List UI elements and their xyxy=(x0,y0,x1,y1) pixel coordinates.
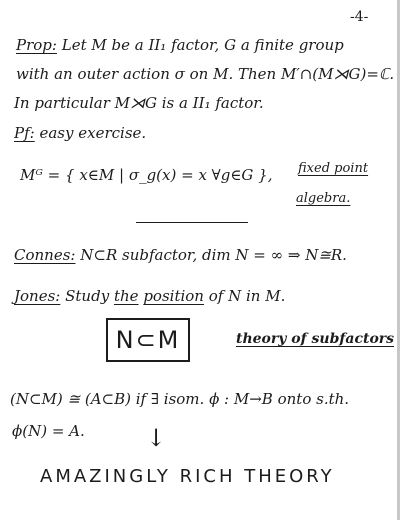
subfactor-theory-caption: theory of subfactors xyxy=(236,331,395,347)
connes-line xyxy=(14,248,347,263)
prop-text-3: In particular M⋊G is a II₁ factor. xyxy=(14,94,264,112)
connes-label: Connes: xyxy=(14,246,76,264)
jones-text-before: Study xyxy=(65,287,110,305)
proof-line xyxy=(14,126,146,141)
prop-text-2: with an outer action σ on M. Then M′∩(M⋊G)=ℂ. xyxy=(16,65,395,83)
jones-text-after: of N in M. xyxy=(208,287,286,305)
section-divider xyxy=(136,222,248,223)
jones-position: position xyxy=(143,287,204,305)
prop-line-1 xyxy=(16,38,344,53)
boxed-inclusion: N⊂M xyxy=(106,318,190,362)
jones-the: the xyxy=(113,287,139,305)
fixed-point-formula: Mᴳ = { x∈M | σ_g(x) = x ∀g∈G }, xyxy=(20,166,273,184)
equivalence-line-2: ϕ(N) = A. xyxy=(12,422,85,440)
fixed-point-name-2: algebra. xyxy=(296,191,351,206)
proof-text: easy exercise. xyxy=(39,124,147,142)
prop-text-1: Let M be a II₁ factor, G a finite group xyxy=(61,36,344,54)
prop-label: Prop: xyxy=(16,36,57,54)
jones-line xyxy=(14,289,285,304)
proof-label: Pf: xyxy=(14,124,35,142)
equivalence-line-1: (N⊂M) ≅ (A⊂B) if ∃ isom. ϕ : M→B onto s.th. xyxy=(10,390,350,408)
connes-text: N⊂R subfactor, dim N = ∞ ⇒ N≅R. xyxy=(80,246,347,264)
conclusion: AMAZINGLY RICH THEORY xyxy=(40,466,335,487)
fixed-point-name-1: fixed point xyxy=(298,161,369,176)
down-arrow-icon: ↓ xyxy=(146,424,167,452)
jones-label: Jones: xyxy=(14,287,61,305)
page-number: -4- xyxy=(350,9,369,25)
